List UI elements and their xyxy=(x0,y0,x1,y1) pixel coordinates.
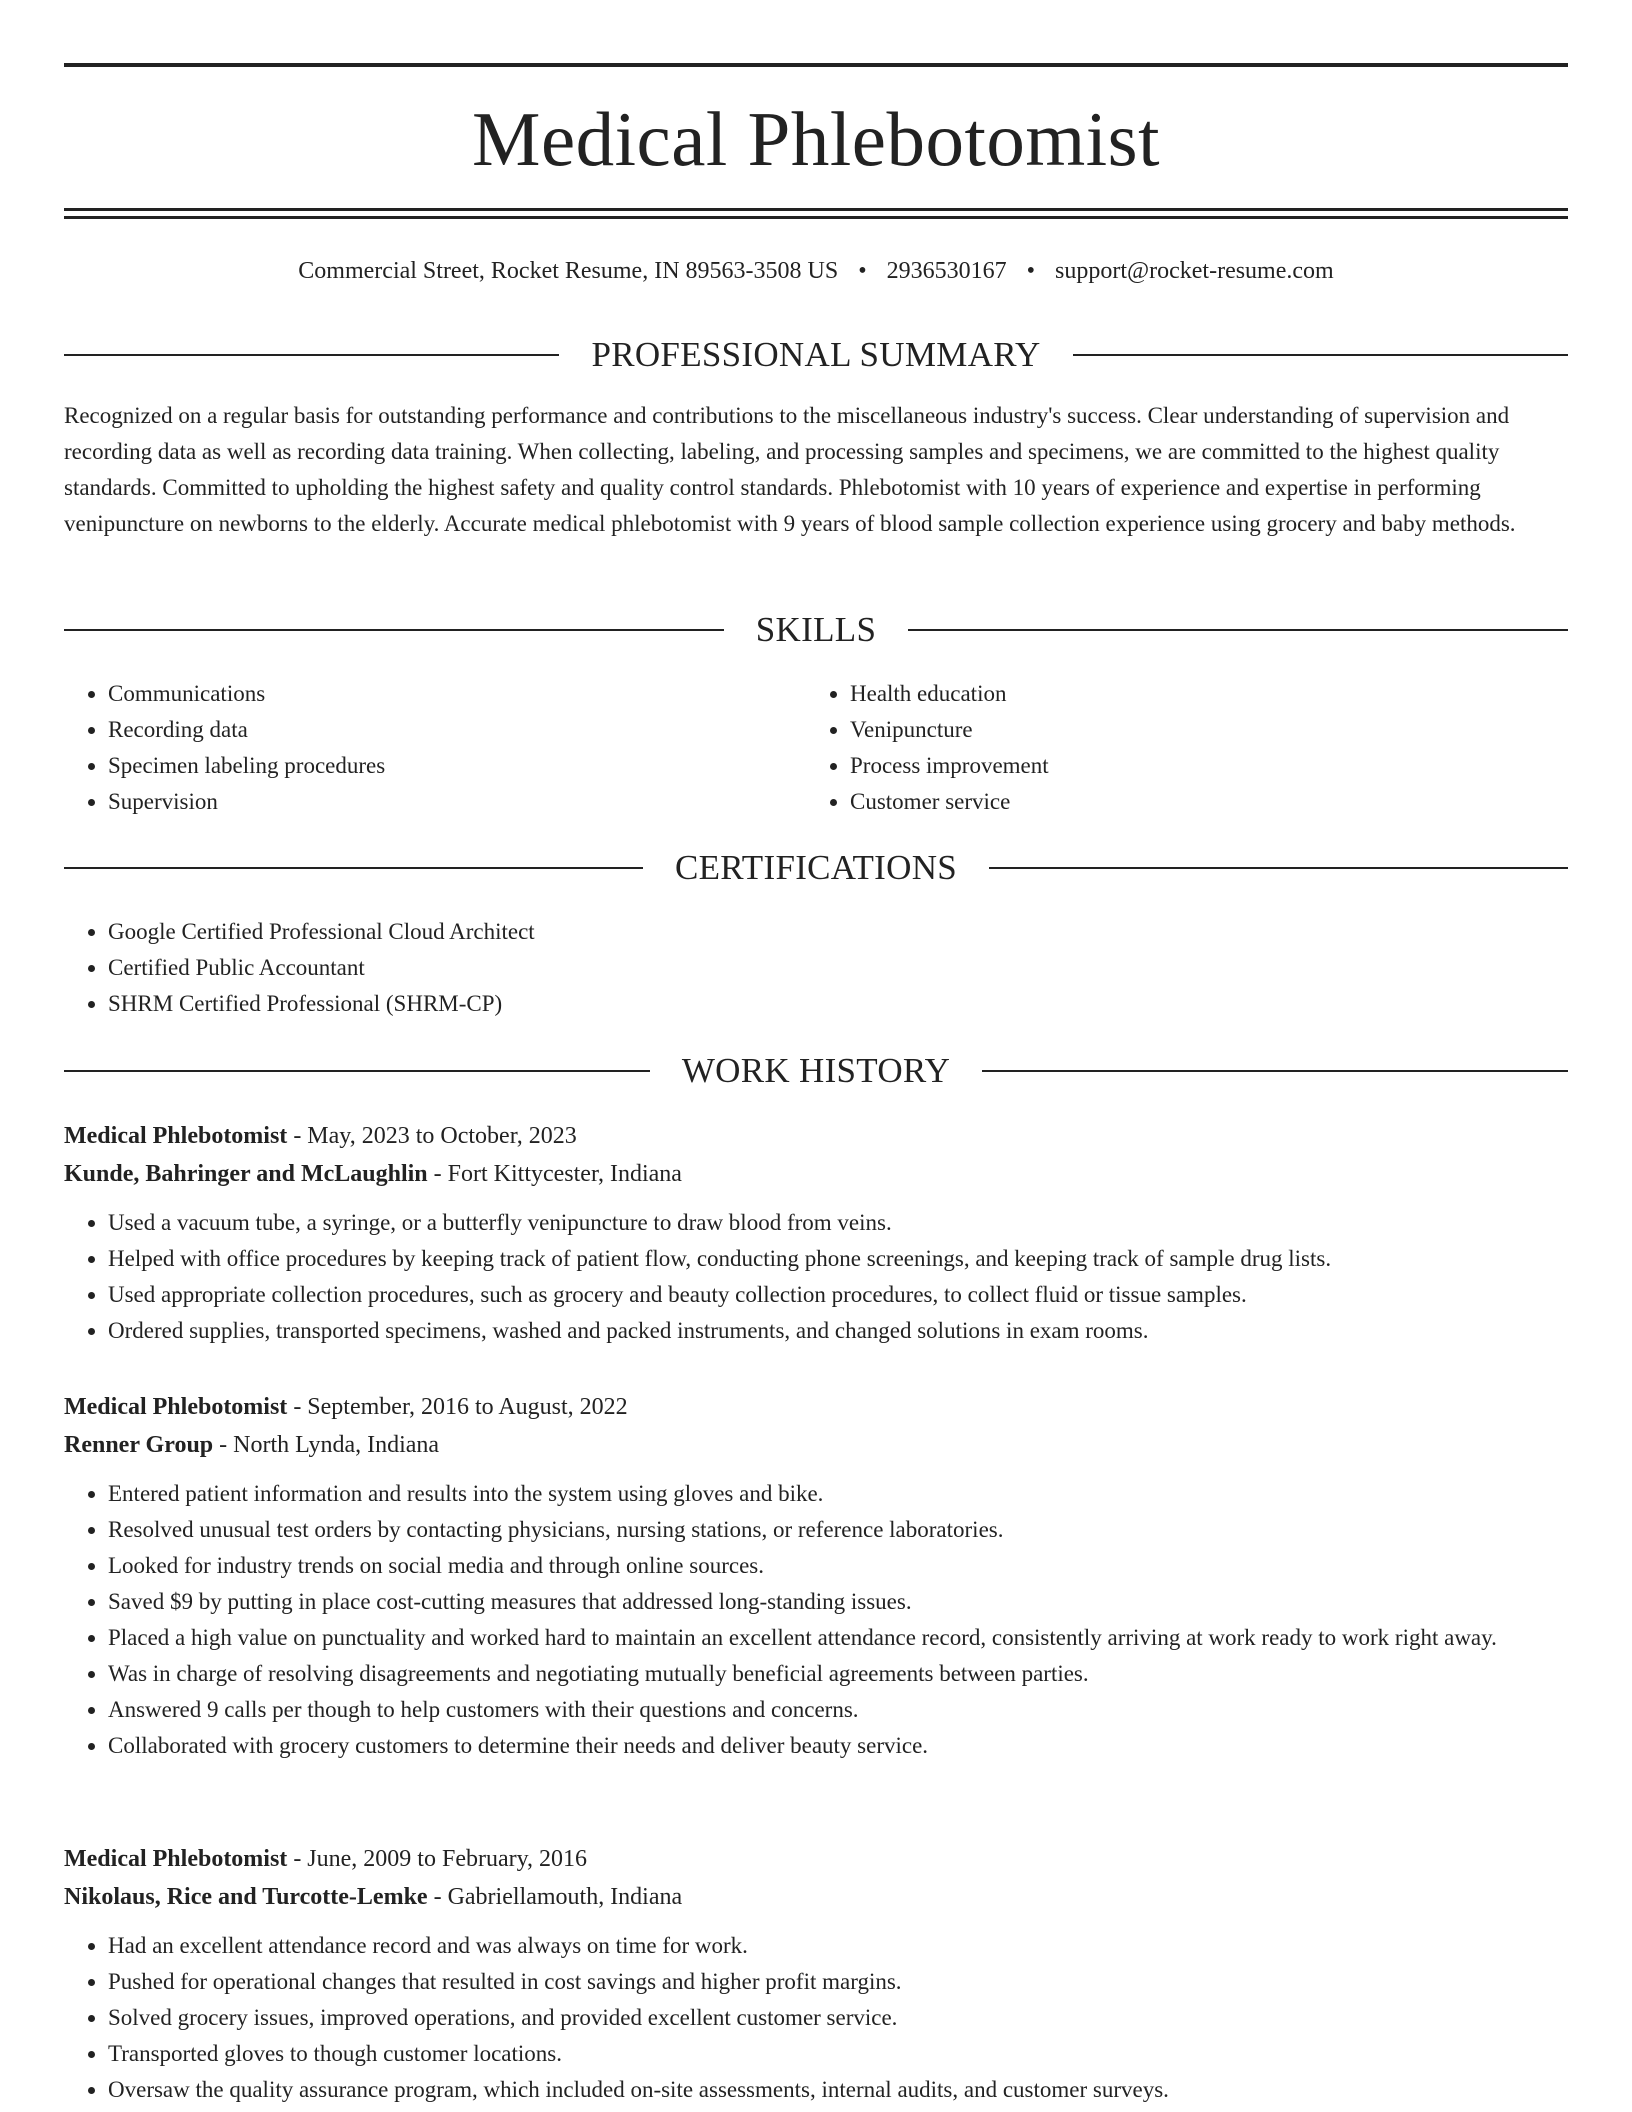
top-rule xyxy=(64,63,1568,67)
job-role-line xyxy=(64,1388,1568,1426)
skill-item: • Supervision xyxy=(108,784,806,820)
contact-separator: • xyxy=(1026,258,1036,284)
job-location: - North Lynda, Indiana xyxy=(213,1432,440,1458)
job-bullet: • Entered patient information and results into the system using gloves and bike. xyxy=(108,1476,1568,1512)
job-role-line xyxy=(64,1840,1568,1878)
job-bullet: • Answered 9 calls per though to help customers with their questions and concerns. xyxy=(108,1692,1568,1728)
heading-rule-right xyxy=(908,629,1568,631)
job-bullet: • Transported gloves to though customer locations. xyxy=(108,2036,1568,2072)
contact-separator: • xyxy=(858,258,867,284)
job-entry xyxy=(64,1840,1568,2108)
contact-phone: 2936530167 xyxy=(886,258,1007,284)
header-rule-upper xyxy=(64,208,1568,211)
job-role: Medical Phlebotomist xyxy=(64,1394,288,1420)
job-role-line xyxy=(64,1117,1568,1155)
heading-rule-left xyxy=(64,629,724,631)
job-bullet: • Saved $9 by putting in place cost-cutting measures that addressed long-standing issues. xyxy=(108,1584,1568,1620)
job-company-line xyxy=(64,1155,1568,1193)
job-entry xyxy=(64,1388,1568,1764)
contact-line xyxy=(64,254,1568,288)
job-role: Medical Phlebotomist xyxy=(64,1123,288,1149)
job-bullet: • Used a vacuum tube, a syringe, or a butterfly venipuncture to draw blood from veins. xyxy=(108,1205,1568,1241)
skills-heading xyxy=(64,608,1568,652)
summary-text: Recognized on a regular basis for outstanding performance and contributions to the miscellaneous industry's success. Clear understanding of supervision and recording data as well as recording data training. When collecting, labeling, and processing samples and specimens, we are committed to the highest quality standards. Committed to upholding the highest safety and quality control standards. Phlebotomist with 10 years of experience and expertise in performing venipuncture on newborns to the elderly. Accurate medical phlebotomist with 9 years of blood sample collection experience using grocery and baby methods. xyxy=(64,403,1516,536)
heading-rule-right xyxy=(1073,354,1568,356)
job-bullet: • Helped with office procedures by keeping track of patient flow, conducting phone screenings, and keeping track of sample drug lists. xyxy=(108,1241,1568,1277)
skills-column-left xyxy=(64,676,806,820)
job-bullet: • Ordered supplies, transported specimens, washed and packed instruments, and changed solutions in exam rooms. xyxy=(108,1313,1568,1349)
job-bullet: • Used appropriate collection procedures, such as grocery and beauty collection procedures, to collect fluid or tissue samples. xyxy=(108,1277,1568,1313)
heading-rule-left xyxy=(64,1070,650,1072)
heading-rule-right xyxy=(982,1070,1568,1072)
job-location: - Gabriellamouth, Indiana xyxy=(427,1884,683,1910)
skill-item: • Customer service xyxy=(850,784,1548,820)
contact-email: support@rocket-resume.com xyxy=(1055,258,1334,284)
header-rule-lower xyxy=(64,216,1568,219)
job-company: Renner Group xyxy=(64,1432,214,1458)
heading-rule-left xyxy=(64,867,643,869)
certifications-heading xyxy=(64,846,1568,890)
job-company: Kunde, Bahringer and McLaughlin xyxy=(64,1161,428,1187)
job-dates: - June, 2009 to February, 2016 xyxy=(287,1846,588,1872)
certifications-title: CERTIFICATIONS xyxy=(674,848,958,887)
contact-address: Commercial Street, Rocket Resume, IN 89563-3508 US xyxy=(298,258,839,284)
work-history-title: WORK HISTORY xyxy=(681,1051,951,1090)
certification-item: • SHRM Certified Professional (SHRM-CP) xyxy=(108,986,1568,1022)
certification-item: • Google Certified Professional Cloud Architect xyxy=(108,914,1568,950)
job-bullet: • Collaborated with grocery customers to determine their needs and deliver beauty service. xyxy=(108,1728,1568,1764)
job-bullet: • Solved grocery issues, improved operations, and provided excellent customer service. xyxy=(108,2000,1568,2036)
job-bullet: • Pushed for operational changes that resulted in cost savings and higher profit margins. xyxy=(108,1964,1568,2000)
work-history-heading xyxy=(64,1049,1568,1093)
heading-rule-right xyxy=(989,867,1568,869)
skill-item: • Recording data xyxy=(108,712,806,748)
heading-rule-left xyxy=(64,354,559,356)
job-bullet: • Was in charge of resolving disagreements and negotiating mutually beneficial agreements between parties. xyxy=(108,1656,1568,1692)
summary-heading xyxy=(64,333,1568,377)
job-bullet: • Looked for industry trends on social media and through online sources. xyxy=(108,1548,1568,1584)
skills-list xyxy=(64,676,1568,820)
resume-name: Medical Phlebotomist xyxy=(472,96,1160,182)
job-bullet: • Resolved unusual test orders by contacting physicians, nursing stations, or reference laboratories. xyxy=(108,1512,1568,1548)
job-company: Nikolaus, Rice and Turcotte-Lemke xyxy=(64,1884,428,1910)
job-bullet: • Oversaw the quality assurance program, which included on-site assessments, internal audits, and customer surveys. xyxy=(108,2072,1568,2108)
skills-title: SKILLS xyxy=(755,610,877,649)
job-location: - Fort Kittycester, Indiana xyxy=(427,1161,682,1187)
job-dates: - September, 2016 to August, 2022 xyxy=(287,1394,628,1420)
skill-item: • Venipuncture xyxy=(850,712,1548,748)
job-role: Medical Phlebotomist xyxy=(64,1846,288,1872)
skill-item: • Communications xyxy=(108,676,806,712)
job-dates: - May, 2023 to October, 2023 xyxy=(287,1123,577,1149)
skill-item: • Health education xyxy=(850,676,1548,712)
job-company-line xyxy=(64,1878,1568,1916)
certification-item: • Certified Public Accountant xyxy=(108,950,1568,986)
job-bullet: • Placed a high value on punctuality and worked hard to maintain an excellent attendance record, consistently arriving at work ready to work right away. xyxy=(108,1620,1568,1656)
certifications-list xyxy=(64,914,1568,1022)
skill-item: • Process improvement xyxy=(850,748,1548,784)
job-bullet: • Had an excellent attendance record and was always on time for work. xyxy=(108,1928,1568,1964)
skills-column-right xyxy=(806,676,1548,820)
skill-item: • Specimen labeling procedures xyxy=(108,748,806,784)
summary-title: PROFESSIONAL SUMMARY xyxy=(591,335,1041,374)
job-company-line xyxy=(64,1426,1568,1464)
job-entry xyxy=(64,1117,1568,1349)
